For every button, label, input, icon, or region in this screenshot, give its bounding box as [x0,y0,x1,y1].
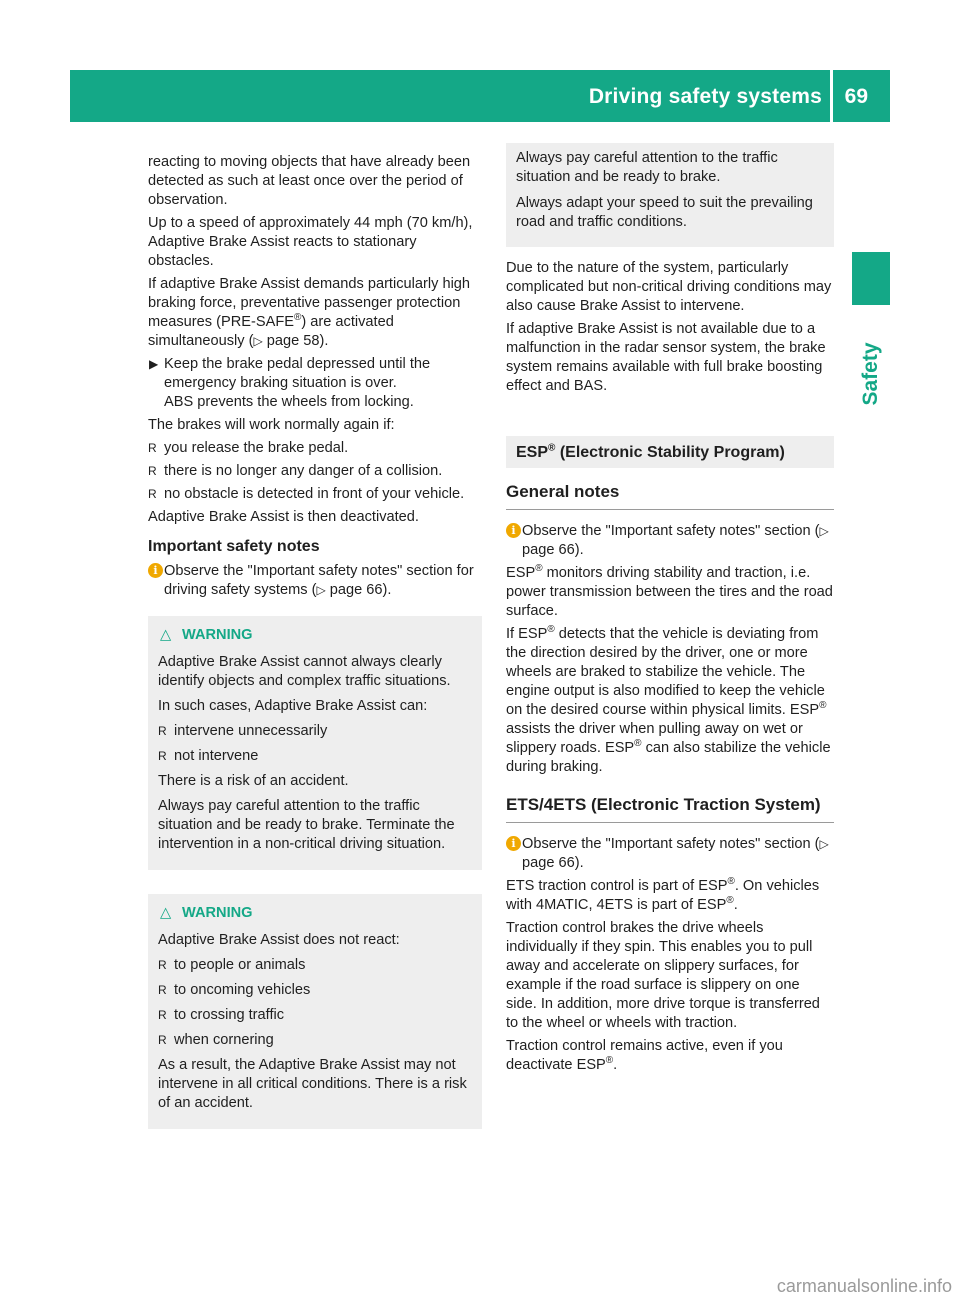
info-icon: i [506,836,521,851]
side-chapter-label: Safety [859,342,882,406]
bullet-icon: R [158,724,167,738]
registered-mark: ® [293,312,302,324]
list-item: R to crossing traffic [158,1007,285,1023]
header-bar [70,70,890,122]
info-note: i Observe the "Important safety notes" section for driving safety systems (▷ page 66). [148,562,482,600]
bullet-icon: R [148,487,157,501]
section-title: Driving safety systems [588,85,822,108]
paragraph: The brakes will work normally again if: [148,417,395,433]
page-ref-icon: ▷ [819,837,829,851]
bullet-icon: R [158,958,167,972]
registered-mark: ® [634,738,642,750]
page-number: 69 [844,85,868,108]
warning-continuation-box [506,143,834,247]
info-icon: i [506,523,521,538]
warning-text: As a result, the Adaptive Brake Assist may not intervene in all critical conditions. There is a risk of an accident. [158,1057,467,1111]
page-ref-icon: ▷ [819,524,829,538]
list-item: R no obstacle is detected in front of your vehicle. [148,486,465,502]
paragraph: Traction control remains active, even if you deactivate ESP®. [506,1038,783,1073]
list-item: R when cornering [158,1032,274,1048]
bullet-icon: R [158,1008,167,1022]
bullet-icon: R [158,749,167,763]
arrow-icon: ▶ [149,357,159,371]
registered-mark: ® [605,1055,614,1067]
watermark: carmanualsonline.info [776,1276,952,1296]
info-note: i Observe the "Important safety notes" section (▷ page 66). [506,835,834,873]
esp-section-heading: ESP® (Electronic Stability Program) [506,436,834,468]
paragraph: Due to the nature of the system, particularly complicated but non-critical driving conditions may also cause Brake Assist to intervene. [506,260,832,314]
list-item: R there is no longer any danger of a collision. [148,463,443,479]
paragraph: Adaptive Brake Assist is then deactivated. [148,509,419,525]
warning-triangle-icon: △ [160,627,172,643]
list-item: R to people or animals [158,957,306,973]
registered-mark: ® [535,563,543,575]
registered-mark: ® [547,624,555,636]
paragraph: ESP® monitors driving stability and traction, i.e. power transmission between the tires and the road surface. [506,563,833,619]
important-notes-heading: Important safety notes [148,538,320,555]
paragraph: If adaptive Brake Assist is not available due to a malfunction in the radar sensor system, the brake system remains available with full brake boosting effect and BAS. [506,321,826,394]
warning-text: Adaptive Brake Assist cannot always clearly identify objects and complex traffic situations. [158,654,451,689]
warning-box [148,616,482,870]
right-column [506,150,834,1079]
side-tab-marker [852,252,890,305]
warning-heading: △ WARNING [160,627,253,643]
ets-heading: ETS/4ETS (Electronic Traction System) [506,795,834,823]
registered-mark: ® [727,876,735,888]
warning-heading: △ WARNING [160,905,253,921]
paragraph: If adaptive Brake Assist demands particularly high braking force, preventative passenger protection measures (PRE-SAFE®) are activated simultaneously (▷ page 58). [148,276,471,349]
info-icon: i [148,563,163,578]
warning-triangle-icon: △ [160,905,172,921]
warning-text: Always pay careful attention to the traffic situation and be ready to brake. [516,150,778,185]
paragraph: reacting to moving objects that have already been detected as such at least once over the period of observation. [148,154,471,208]
list-item: R intervene unnecessarily [158,723,328,739]
paragraph: If ESP® detects that the vehicle is deviating from the direction desired by the driver, one or more wheels are braked to stabilize the vehicle. The engine output is also modified to keep the vehicle on the desired course within physical limits. ESP® assists the driver when pulling away on wet or slippery roads. ESP® can also stabilize the vehicle during braking. [506,624,831,775]
paragraph: Up to a speed of approximately 44 mph (70 km/h), Adaptive Brake Assist reacts to stationary obstacles. [148,215,473,269]
info-note: i Observe the "Important safety notes" section (▷ page 66). [506,522,834,560]
warning-text: Adaptive Brake Assist does not react: [158,932,400,948]
left-column [148,153,482,1129]
registered-mark: ® [548,442,556,454]
warning-text: Always pay careful attention to the traffic situation and be ready to brake. Terminate the intervention in a non-critical driving situation. [158,798,455,852]
paragraph: ETS traction control is part of ESP®. On vehicles with 4MATIC, 4ETS is part of ESP®. [506,876,820,913]
registered-mark: ® [726,895,734,907]
list-item: R you release the brake pedal. [148,440,349,456]
page-ref-icon: ▷ [316,583,326,597]
list-item: R to oncoming vehicles [158,982,311,998]
bullet-icon: R [158,983,167,997]
bullet-icon: R [148,441,157,455]
page-ref-icon: ▷ [253,334,263,348]
warning-box [148,894,482,1129]
registered-mark: ® [819,700,827,712]
warning-text: In such cases, Adaptive Brake Assist can: [158,698,428,714]
general-notes-heading: General notes [506,482,834,510]
warning-text: There is a risk of an accident. [158,773,349,789]
header-divider [830,70,833,122]
bullet-icon: R [158,1033,167,1047]
paragraph: Traction control brakes the drive wheels individually if they spin. This enables you to pull away and accelerate on slippery surfaces, for example if the road surface is slippery on one side. In addition, more drive torque is transferred to the wheel or wheels with traction. [506,920,820,1031]
bullet-icon: R [148,464,157,478]
instruction-step: ▶ Keep the brake pedal depressed until the emergency braking situation is over. ABS prevents the wheels from locking. [149,356,431,410]
list-item: R not intervene [158,748,259,764]
warning-text: Always adapt your speed to suit the prevailing road and traffic conditions. [516,195,813,230]
